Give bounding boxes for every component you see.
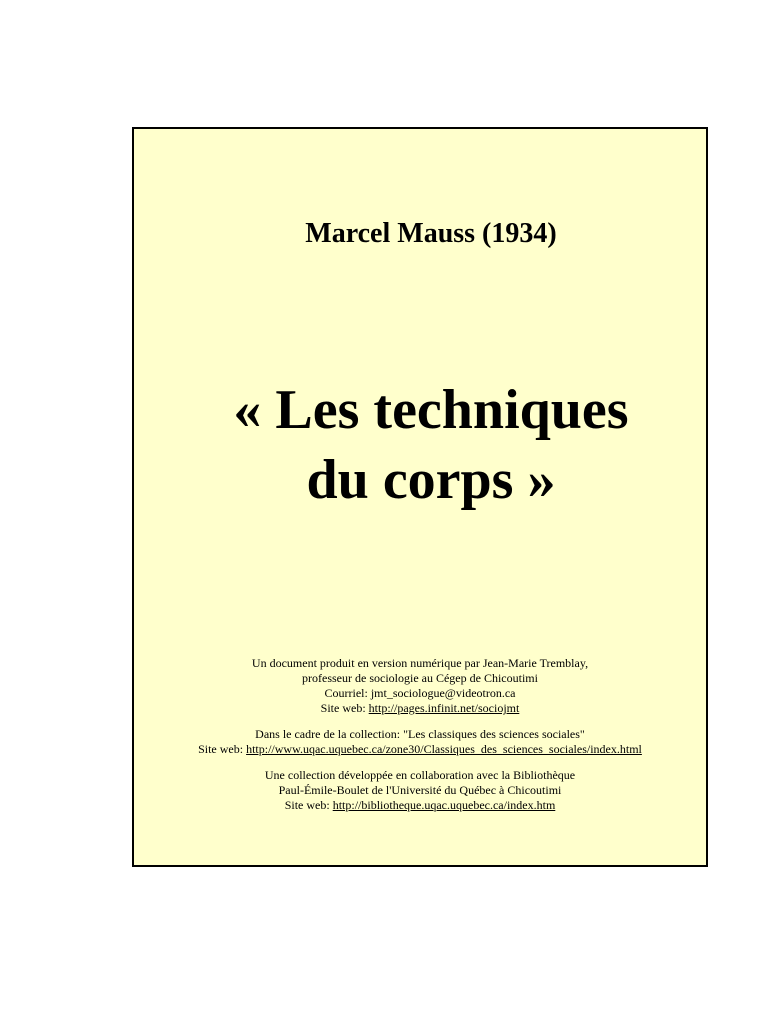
site-label: Site web:: [198, 742, 247, 756]
producer-block: [134, 656, 706, 716]
cover-page: [132, 127, 708, 867]
collection-site-line: [134, 742, 706, 757]
collection-line: Dans le cadre de la collection: "Les classiques des sciences sociales": [255, 727, 585, 741]
producer-email-line: [134, 686, 706, 701]
site-label: Site web:: [284, 798, 333, 812]
producer-site-link[interactable]: http://pages.infinit.net/sociojmt: [368, 701, 520, 715]
library-site-link[interactable]: http://bibliotheque.uqac.uquebec.ca/index.htm: [332, 798, 556, 812]
library-site-line: [134, 798, 706, 813]
library-line-2: Paul-Émile-Boulet de l'Université du Québec à Chicoutimi: [278, 783, 562, 797]
document-title: [134, 375, 706, 515]
collection-block: [134, 727, 706, 757]
collection-site-link[interactable]: http://www.uqac.uquebec.ca/zone30/Classiques_des_sciences_sociales/index.html: [246, 742, 642, 756]
library-line-1: Une collection développée en collaboration avec la Bibliothèque: [264, 768, 576, 782]
title-line-2: du corps »: [306, 449, 556, 511]
credits: [134, 656, 706, 824]
email-label: Courriel:: [324, 686, 371, 700]
producer-line: Un document produit en version numérique par Jean-Marie Tremblay,: [251, 656, 589, 670]
producer-email: jmt_sociologue@videotron.ca: [370, 686, 516, 700]
library-block: [134, 768, 706, 813]
title-line-1: « Les techniques: [233, 379, 629, 441]
producer-affiliation: professeur de sociologie au Cégep de Chicoutimi: [302, 671, 538, 685]
site-label: Site web:: [320, 701, 369, 715]
author-heading: Marcel Mauss (1934): [305, 218, 557, 249]
producer-site-line: [134, 701, 706, 716]
